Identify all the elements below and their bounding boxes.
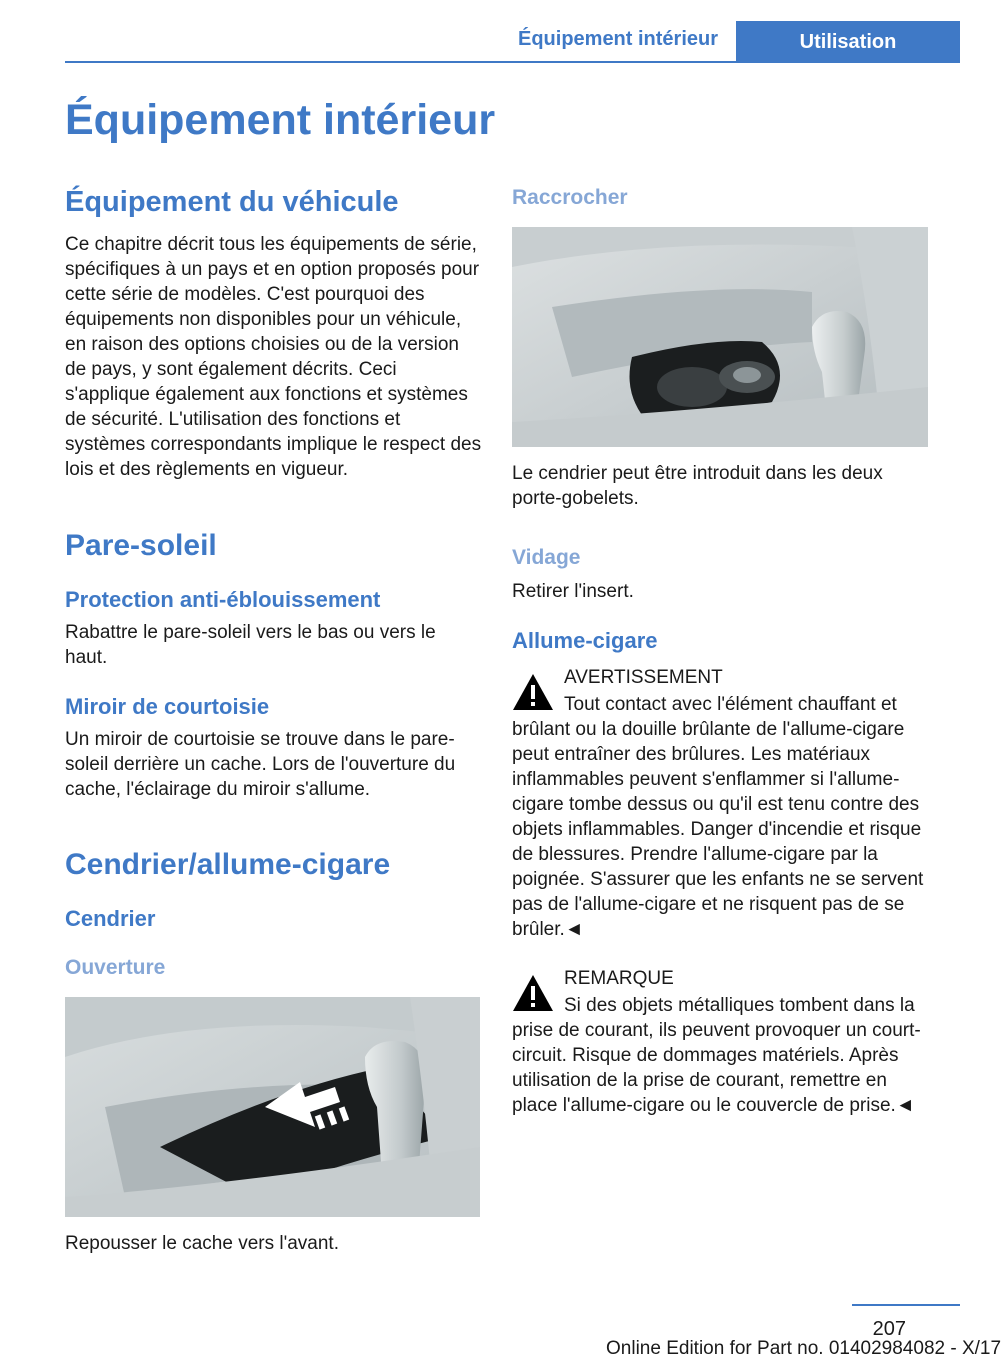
vehicle-equipment-text: Ce chapitre décrit tous les équipements de série, spécifiques à un pays et en option proposés pour cette série de modèles. C'est pourquoi des équipements non disponibles pour un véhicule, en raison des options choisies ou de la version de pays, y sont également décrits. Ceci s'applique également aux fonctions et systèmes de sécurité. L'utilisation des fonctions et systèmes correspondants implique le respect des lois et des règlements en vigueur. [65, 234, 482, 480]
notice-text: Si des objets métalliques tombent dans la prise de courant, ils peuvent provoquer un court-circuit. Risque de dommages matériels. Après utilisation de la prise de courant, remettre en place l'allume-cigare ou le couvercle de prise.◄ [512, 995, 921, 1116]
empty-heading: Vidage [512, 546, 581, 569]
hang-caption: Le cendrier peut être introduit dans les deux porte-gobelets. [512, 463, 883, 509]
vehicle-equipment-heading: Équipement du véhicule [65, 186, 399, 218]
vanity-mirror-heading: Miroir de courtoisie [65, 694, 270, 719]
opening-caption: Repousser le cache vers l'avant. [65, 1233, 339, 1254]
warning-title: AVERTISSEMENT [564, 667, 723, 688]
notice-title: REMARQUE [564, 968, 674, 989]
ashtray-heading: Cendrier [65, 906, 156, 931]
hang-heading: Raccrocher [512, 186, 628, 209]
glare-protection-text: Rabattre le pare-soleil vers le bas ou vers le haut. [65, 622, 436, 668]
opening-heading: Ouverture [65, 956, 166, 979]
ashtray-cupholder-drawing [512, 227, 928, 447]
lighter-heading: Allume-cigare [512, 628, 658, 653]
header-rule [65, 61, 960, 63]
vanity-mirror-text: Un miroir de courtoisie se trouve dans le pare-soleil derrière un cache. Lors de l'ouverture du cache, l'éclairage du miroir s'allume. [65, 729, 456, 800]
ashtray-lighter-heading: Cendrier/allume-cigare [65, 848, 391, 881]
ashtray-opening-illustration [65, 997, 480, 1217]
footer-rule [852, 1304, 960, 1306]
edition-label: Online Edition for Part no. 01402984082 - X/17 [606, 1338, 1001, 1359]
sunvisor-heading: Pare-soleil [65, 529, 217, 562]
page-number: 207 [872, 1318, 906, 1340]
ashtray-opening-drawing [65, 997, 480, 1217]
header-tab-utilisation: Utilisation [736, 21, 960, 63]
glare-protection-heading: Protection anti-éblouissement [65, 587, 381, 612]
warning-text: Tout contact avec l'élément chauffant et brûlant ou la douille brûlante de l'allume-cigare peut entraîner des brûlures. Les matériaux inflammables peuvent s'enflammer si l'allume-cigare tombe dessus ou qu'il est tenu contre des objets inflammables. Danger d'incendie et risque de blessures. Prendre l'allume-cigare par la poignée. S'assurer que les enfants ne se servent pas de l'allume-cigare et ne risquent pas de se brûler.◄ [512, 694, 924, 940]
header-section-label: Équipement intérieur [517, 28, 719, 50]
page-title: Équipement intérieur [65, 96, 496, 144]
ashtray-cupholder-illustration [512, 227, 928, 447]
empty-text: Retirer l'insert. [512, 581, 634, 602]
